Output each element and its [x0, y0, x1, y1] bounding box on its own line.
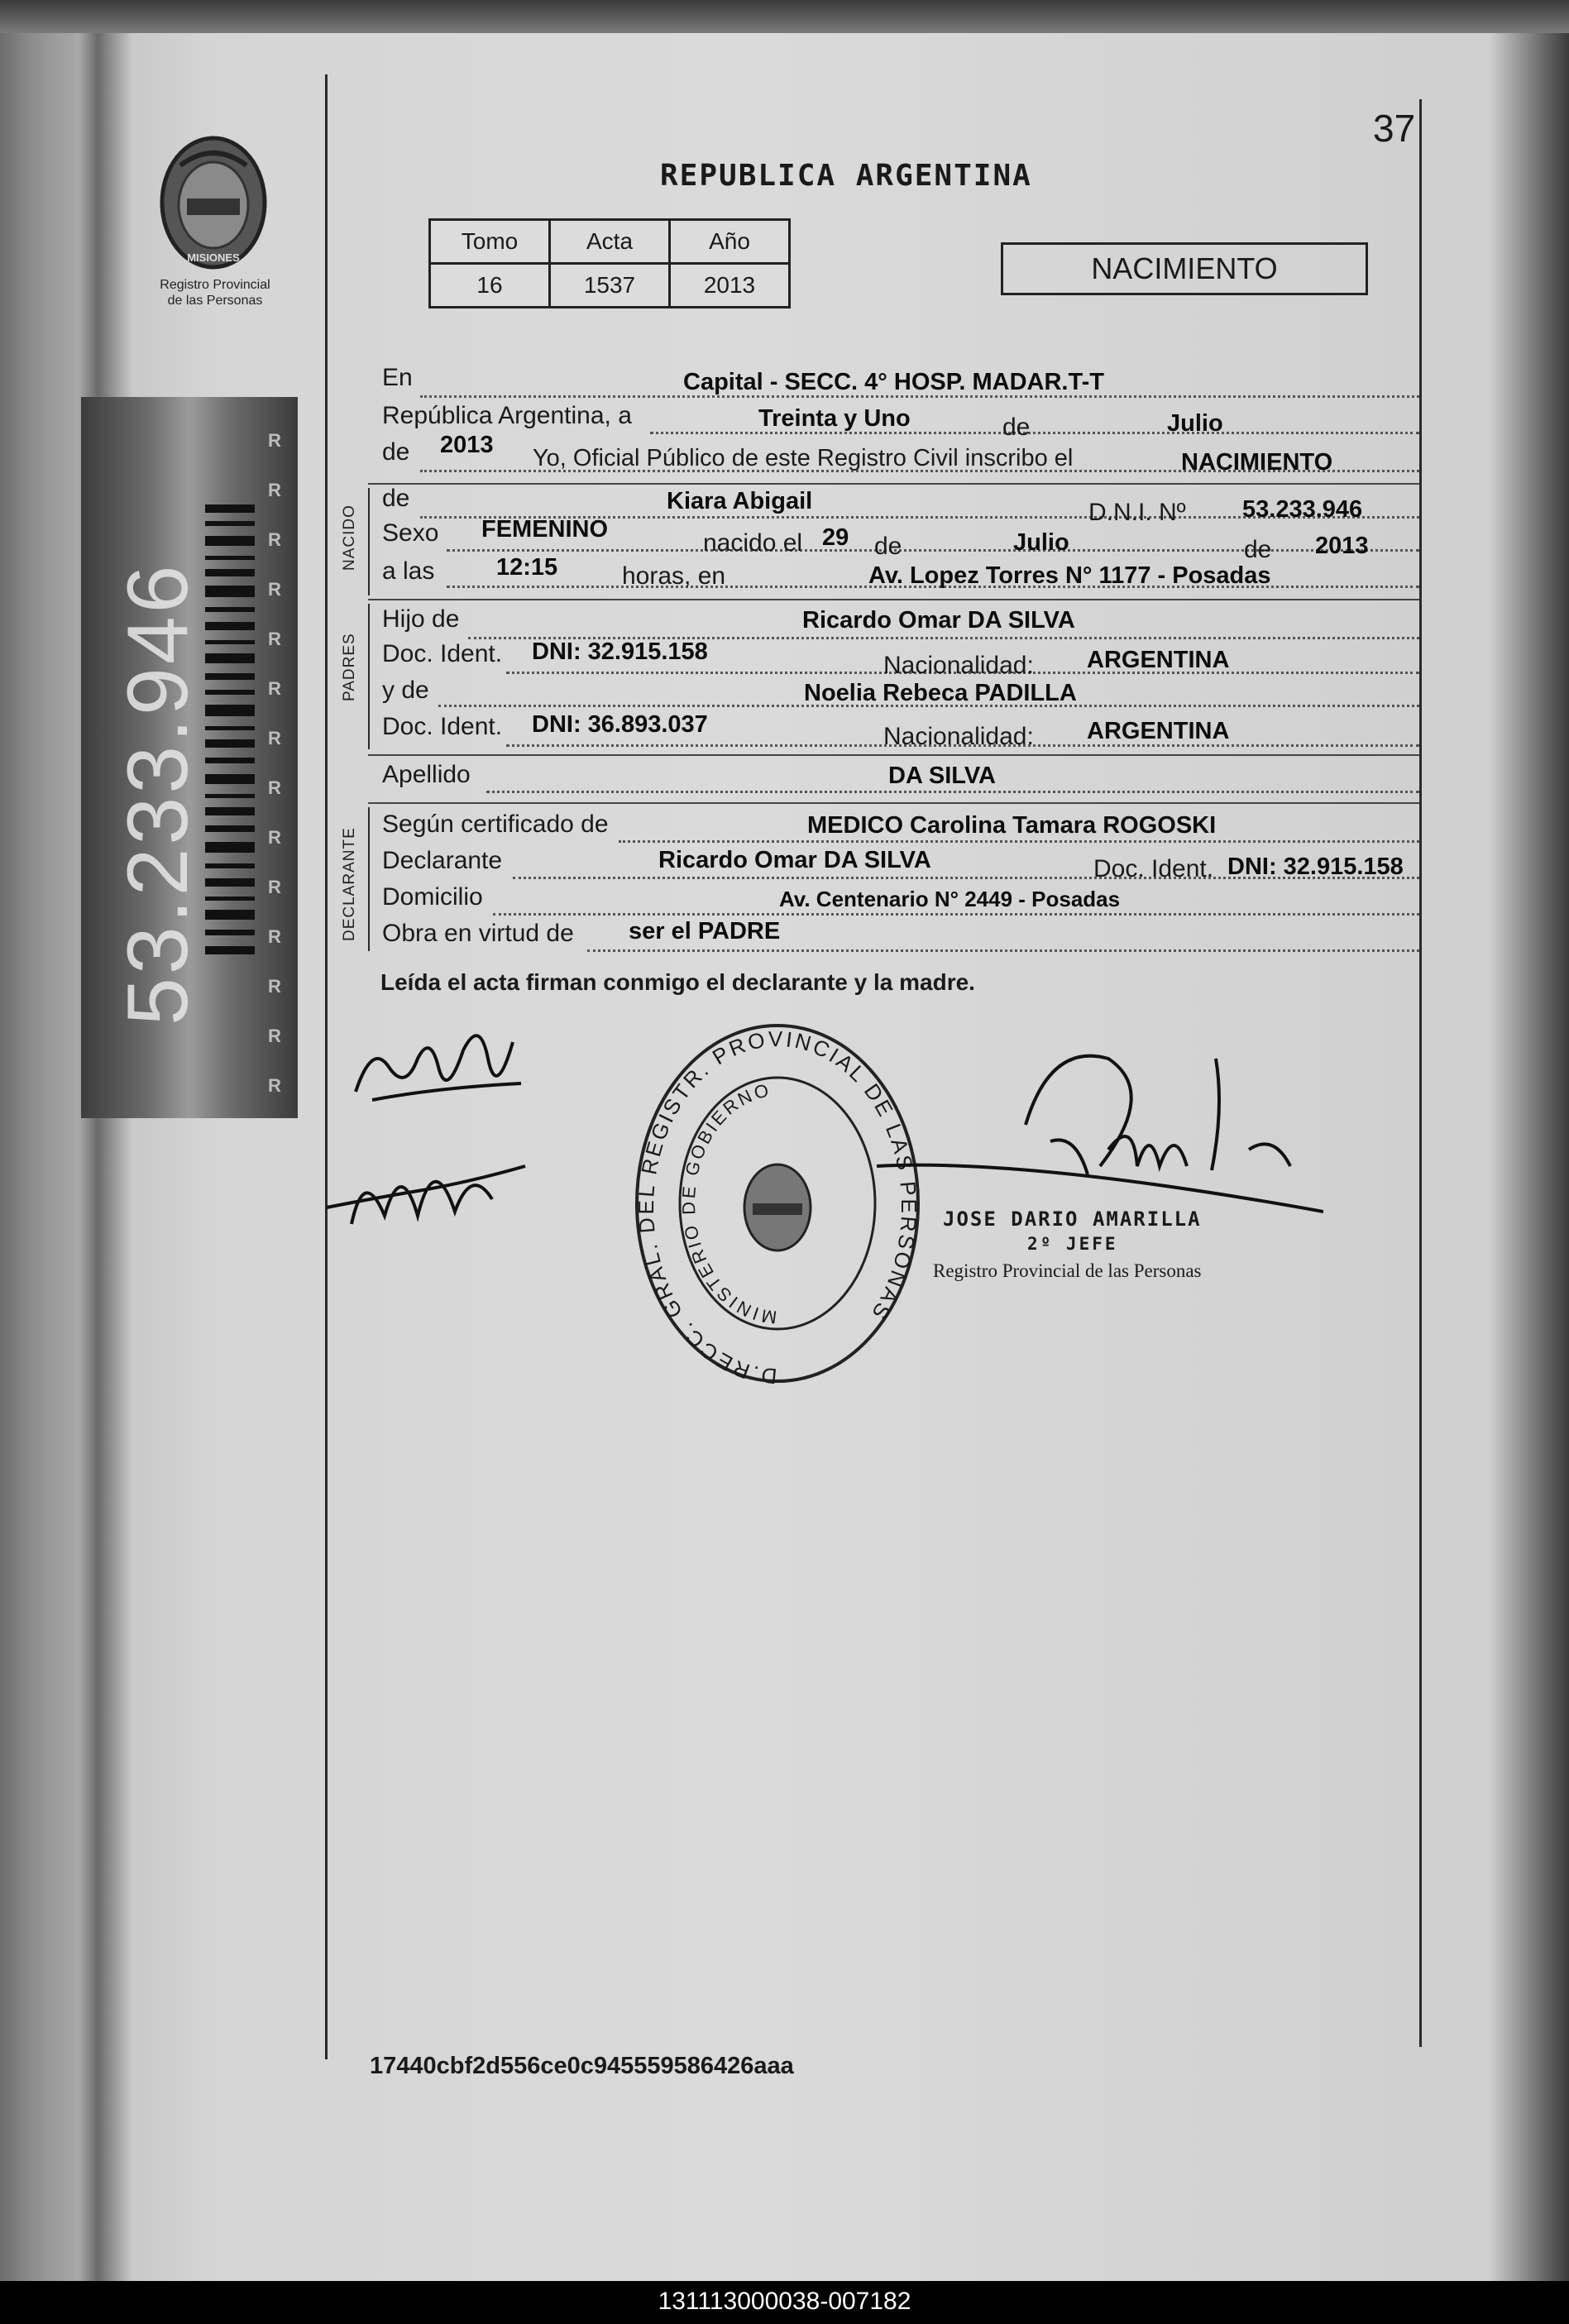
document-hash: 17440cbf2d556ce0c945559586426aaa [370, 2053, 794, 2079]
svg-text:R: R [268, 976, 281, 997]
label-apellido: Apellido [382, 761, 471, 788]
value-nombre: Kiara Abigail [667, 488, 813, 514]
declarant-signature-icon [318, 1133, 533, 1249]
value-madre-doc: DNI: 36.893.037 [532, 711, 708, 738]
record-type-box: NACIMIENTO [1001, 242, 1368, 295]
value-padre: Ricardo Omar DA SILVA [802, 607, 1075, 634]
value-madre: Noelia Rebeca PADILLA [804, 680, 1077, 706]
left-margin-rule [325, 74, 328, 2059]
logo-caption-line1: Registro Provincial [160, 278, 270, 292]
side-label-padres: PADRES [341, 633, 358, 701]
label-declarante: Declarante [382, 847, 503, 874]
label-doc-ident-declarante: Doc. Ident. [1093, 855, 1214, 882]
label-de-nombre: de [382, 485, 410, 512]
value-tipo-inscripcion: NACIMIENTO [1181, 449, 1333, 476]
acta-value: 1537 [550, 264, 670, 308]
value-certificado: MEDICO Carolina Tamara ROGOSKI [807, 812, 1217, 839]
tomo-value: 16 [430, 264, 550, 308]
label-de-mes: de [874, 533, 902, 560]
stamp-outer-text: D.RECC. GRAL. DEL REGISTR. PROVINCIAL DE LAS PERSONAS [633, 1026, 922, 1385]
official-signature-icon [860, 1026, 1323, 1224]
padres-bracket [368, 604, 370, 749]
svg-text:R: R [268, 430, 281, 451]
line-obra [587, 949, 1419, 952]
svg-text:R: R [268, 877, 281, 897]
tomo-label: Tomo [430, 220, 550, 264]
svg-text:R: R [268, 678, 281, 699]
section-divider-apellido [368, 754, 1419, 756]
barcode-number: 53.233.946 [110, 562, 206, 1026]
value-mes-nacimiento: Julio [1013, 529, 1069, 556]
value-sexo: FEMENINO [481, 516, 609, 543]
label-y-de: y de [382, 677, 429, 704]
line-domicilio [493, 913, 1419, 916]
line-sexo [447, 549, 1419, 552]
label-de-anio: de [1244, 536, 1272, 563]
label-domicilio: Domicilio [382, 883, 483, 911]
official-org: Registro Provincial de las Personas [933, 1260, 1202, 1281]
svg-text:R: R [268, 579, 281, 600]
section-divider-nacido [368, 483, 1419, 485]
label-sexo: Sexo [382, 519, 439, 547]
svg-text:R: R [268, 480, 281, 500]
value-apellido: DA SILVA [888, 763, 996, 789]
svg-text:R: R [268, 827, 281, 848]
label-doc-ident-madre: Doc. Ident. [382, 713, 503, 740]
value-lugar-nacimiento: Av. Lopez Torres N° 1177 - Posadas [868, 562, 1271, 589]
closing-statement: Leída el acta firman conmigo el declarante y la madre. [380, 969, 975, 995]
right-margin-rule [1419, 99, 1422, 2047]
document-title: REPUBLICA ARGENTINA [660, 159, 1032, 193]
record-meta-table [428, 218, 791, 308]
line-certificado [619, 840, 1419, 843]
nacido-bracket [368, 488, 370, 595]
side-label-nacido: NACIDO [341, 504, 358, 571]
svg-text:R: R [268, 777, 281, 798]
label-de: de [1002, 414, 1031, 441]
value-anio-inscripcion: 2013 [440, 432, 494, 458]
value-padre-nac: ARGENTINA [1087, 647, 1230, 673]
label-nacido-el: nacido el [703, 529, 803, 557]
label-de-year: de [382, 438, 410, 466]
value-declarante: Ricardo Omar DA SILVA [658, 847, 931, 873]
official-name: JOSE DARIO AMARILLA [943, 1207, 1202, 1231]
label-nacionalidad-padre: Nacionalidad: [883, 652, 1034, 679]
page-number: 37 [1373, 107, 1416, 150]
label-doc-ident-padre: Doc. Ident. [382, 640, 503, 667]
svg-text:R: R [268, 728, 281, 748]
anio-label: Año [670, 220, 790, 264]
svg-text:R: R [268, 529, 281, 550]
value-dia-texto: Treinta y Uno [758, 405, 911, 432]
svg-text:R: R [268, 926, 281, 947]
value-lugar: Capital - SECC. 4° HOSP. MADAR.T-T [683, 369, 1104, 395]
line-apellido [486, 791, 1419, 793]
label-dni-nro: D.N.I. Nº [1088, 499, 1186, 526]
acta-label: Acta [550, 220, 670, 264]
svg-text:R: R [268, 629, 281, 649]
logo-caption-line2: de las Personas [167, 294, 263, 308]
official-role: 2º JEFE [1027, 1234, 1118, 1254]
anio-value: 2013 [670, 264, 790, 308]
declarante-bracket [368, 807, 370, 951]
side-label-declarante: DECLARANTE [341, 827, 358, 941]
stamp-inner-text: MINISTERIO DE GOBIERNO [677, 1079, 778, 1328]
label-republica: República Argentina, a [382, 402, 632, 429]
label-segun-cert: Según certificado de [382, 811, 609, 838]
label-yo-oficial: Yo, Oficial Público de este Registro Civil inscribo el [533, 445, 1074, 471]
mother-signature-icon [339, 1009, 538, 1117]
label-horas-en: horas, en [622, 562, 726, 590]
label-a-las: a las [382, 557, 435, 585]
svg-text:R: R [268, 1075, 281, 1096]
value-anio-nacimiento: 2013 [1315, 533, 1369, 559]
value-mes-inscripcion: Julio [1167, 410, 1223, 437]
section-divider-padres [368, 599, 1419, 600]
label-hijo-de: Hijo de [382, 605, 460, 633]
province-emblem-icon [155, 132, 271, 277]
svg-text:R: R [268, 1026, 281, 1046]
logo-caption [136, 277, 294, 308]
section-divider-declarante [368, 802, 1419, 804]
value-obra-virtud: ser el PADRE [629, 918, 781, 944]
label-obra-virtud: Obra en virtud de [382, 920, 574, 947]
label-nacionalidad-madre: Nacionalidad: [883, 723, 1034, 750]
value-hora: 12:15 [496, 554, 558, 581]
value-domicilio: Av. Centenario N° 2449 - Posadas [779, 887, 1121, 911]
label-en: En [382, 364, 413, 391]
value-declarante-doc: DNI: 32.915.158 [1227, 854, 1404, 880]
value-madre-nac: ARGENTINA [1087, 718, 1230, 744]
value-dia-nacimiento: 29 [822, 524, 849, 551]
scan-top-edge [0, 0, 1569, 33]
value-padre-doc: DNI: 32.915.158 [532, 638, 708, 665]
logo-emblem-text: MISIONES [187, 251, 240, 264]
footer-id: 131113000038-007182 [658, 2288, 911, 2315]
value-dni: 53.233.946 [1242, 496, 1363, 523]
